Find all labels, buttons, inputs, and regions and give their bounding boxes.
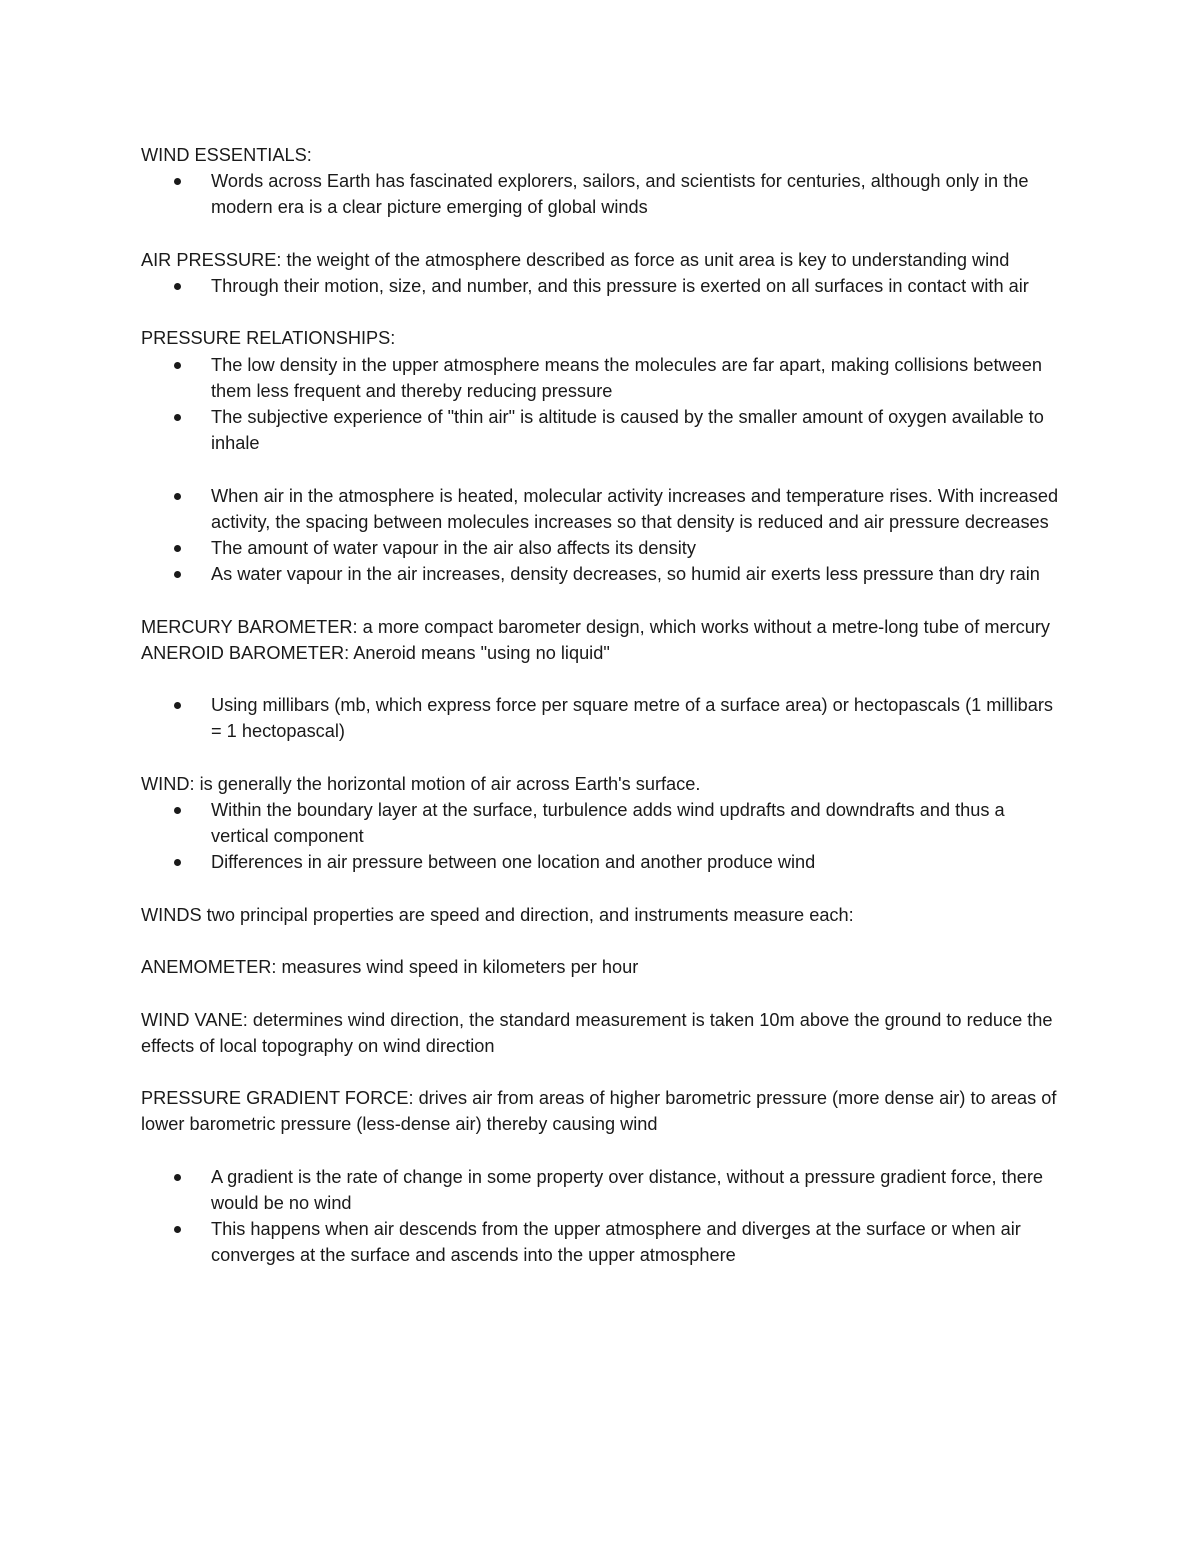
bullet-list	[141, 1164, 1061, 1269]
paragraph-wind-vane: WIND VANE: determines wind direction, the standard measurement is taken 10m above the ground to reduce the effects of local topography on wind direction	[141, 1009, 1053, 1056]
bullet-icon	[174, 362, 181, 369]
bullet-list	[141, 273, 1061, 299]
bullet-list	[141, 483, 1061, 588]
bullet-icon	[174, 859, 181, 866]
bullet-icon	[174, 178, 181, 185]
bullet-list	[141, 797, 1061, 876]
bullet-icon	[174, 493, 181, 500]
bullet-text: Words across Earth has fascinated explorers, sailors, and scientists for centuries, although only in the modern era is a clear picture emerging of global winds	[211, 171, 1029, 218]
paragraph-pressure-gradient-force: PRESSURE GRADIENT FORCE: drives air from areas of higher barometric pressure (more dense air) to areas of lower barometric pressure (less-dense air) thereby causing wind	[141, 1088, 1057, 1135]
bullet-item	[141, 797, 1061, 849]
bullet-item	[141, 483, 1061, 535]
bullet-icon	[174, 545, 181, 552]
bullet-text: Through their motion, size, and number, and this pressure is exerted on all surfaces in contact with air	[211, 276, 1029, 296]
bullet-list	[141, 352, 1061, 457]
bullet-icon	[174, 414, 181, 421]
bullet-item	[141, 1164, 1061, 1216]
bullet-icon	[174, 807, 181, 814]
bullet-item	[141, 692, 1061, 744]
bullet-text: As water vapour in the air increases, density decreases, so humid air exerts less pressure than dry rain	[211, 564, 1040, 585]
bullet-icon	[174, 571, 181, 578]
bullet-item	[141, 849, 1061, 875]
bullet-text: Differences in air pressure between one location and another produce wind	[211, 852, 816, 873]
bullet-text: This happens when air descends from the upper atmosphere and diverges at the surface or when air converges at the surface and ascends into the upper atmosphere	[211, 1219, 1021, 1266]
paragraph-anemometer: ANEMOMETER: measures wind speed in kilometers per hour	[141, 957, 639, 978]
bullet-item	[141, 352, 1061, 404]
bullet-item	[141, 1216, 1061, 1268]
bullet-text: The low density in the upper atmosphere means the molecules are far apart, making collisions between them less frequent and thereby reducing pressure	[211, 354, 1043, 401]
bullet-text: The subjective experience of "thin air" is altitude is caused by the smaller amount of oxygen available to inhale	[211, 407, 1044, 454]
paragraph-mercury-barometer: MERCURY BAROMETER: a more compact barometer design, which works without a metre-long tube of mercury	[141, 616, 1051, 637]
bullet-text: A gradient is the rate of change in some property over distance, without a pressure gradient force, there would be no wind	[211, 1166, 1044, 1213]
paragraph-aneroid-barometer: ANEROID BAROMETER: Aneroid means "using no liquid"	[141, 642, 610, 663]
bullet-text: When air in the atmosphere is heated, molecular activity increases and temperature rises. With increased activity, the spacing between molecules increases so that density is reduced and air pressure decreases	[211, 485, 1059, 532]
bullet-item	[141, 168, 1061, 220]
bullet-item	[141, 535, 1061, 561]
section-heading-wind-essentials: WIND ESSENTIALS:	[141, 145, 312, 165]
paragraph-winds-properties: WINDS two principal properties are speed and direction, and instruments measure each:	[141, 904, 854, 925]
bullet-icon	[174, 702, 181, 709]
bullet-item	[141, 404, 1061, 456]
document-page	[141, 142, 1061, 1269]
bullet-icon	[174, 283, 181, 290]
bullet-icon	[174, 1226, 181, 1233]
bullet-text: Using millibars (mb, which express force per square metre of a surface area) or hectopascals (1 millibars = 1 hectopascal)	[211, 695, 1053, 742]
bullet-item	[141, 561, 1061, 587]
bullet-text: Within the boundary layer at the surface, turbulence adds wind updrafts and downdrafts and thus a vertical component	[211, 799, 1005, 847]
section-heading-pressure-relationships: PRESSURE RELATIONSHIPS:	[141, 328, 396, 349]
bullet-icon	[174, 1174, 181, 1181]
bullet-list	[141, 692, 1061, 744]
bullet-list	[141, 168, 1061, 220]
bullet-text: The amount of water vapour in the air also affects its density	[211, 538, 696, 558]
section-heading-wind: WIND: is generally the horizontal motion of air across Earth's surface.	[141, 773, 701, 794]
bullet-item	[141, 273, 1061, 299]
section-heading-air-pressure: AIR PRESSURE: the weight of the atmosphere described as force as unit area is key to understanding wind	[141, 249, 1010, 270]
